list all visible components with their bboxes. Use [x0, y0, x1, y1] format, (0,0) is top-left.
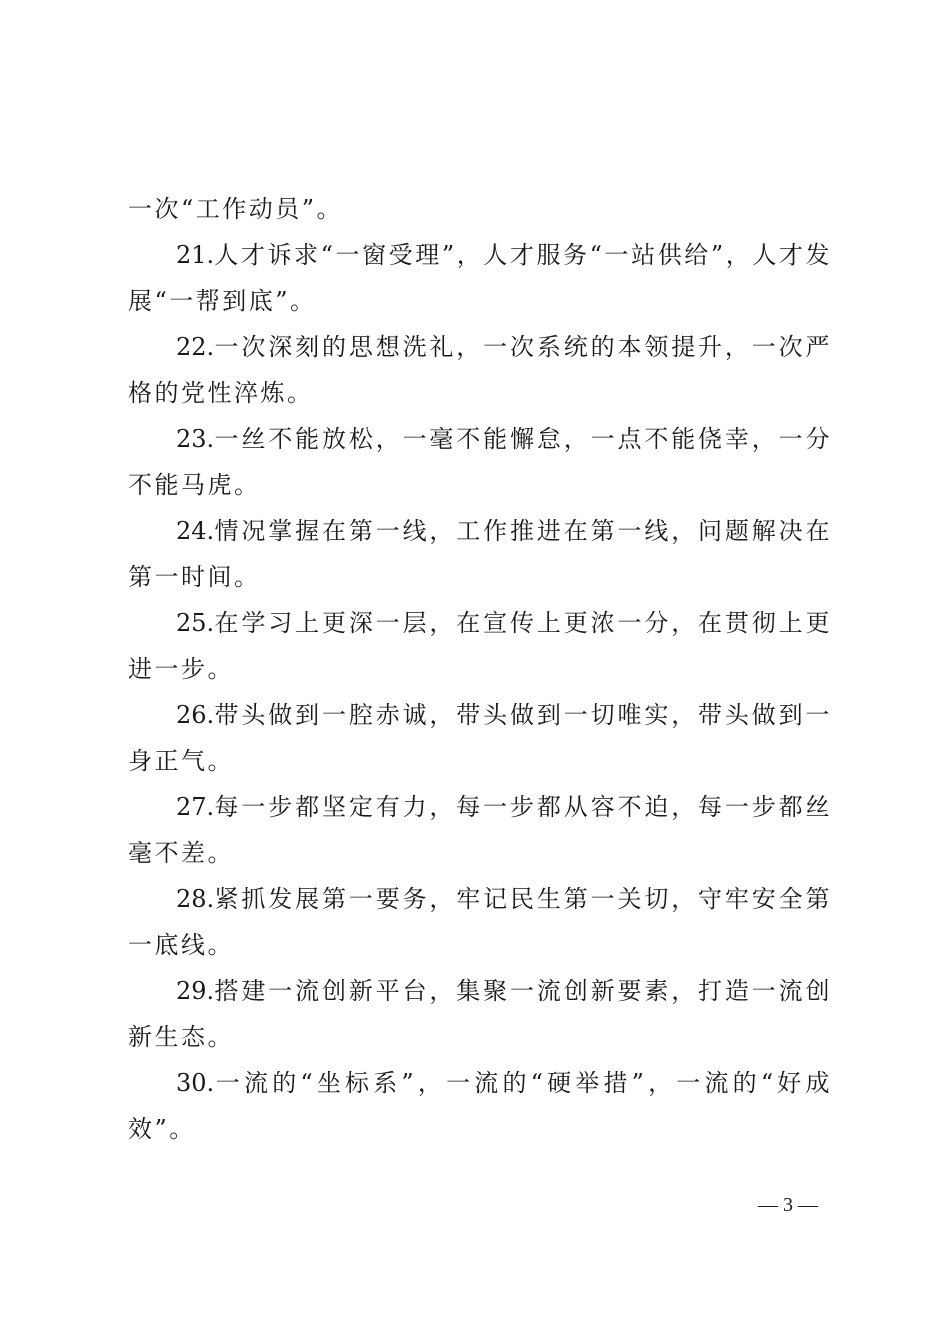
item-number: 21.: [176, 241, 215, 269]
item-number: 26.: [176, 701, 215, 729]
list-item-30: [128, 1060, 832, 1152]
item-text: 每一步都坚定有力，每一步都从容不迫，每一步都丝毫不差。: [128, 793, 832, 867]
item-number: 23.: [176, 425, 215, 453]
item-number: 22.: [176, 333, 215, 361]
item-text: 情况掌握在第一线，工作推进在第一线，问题解决在第一时间。: [128, 517, 832, 591]
item-number: 25.: [176, 609, 215, 637]
item-number: 24.: [176, 517, 215, 545]
list-item-27: [128, 784, 832, 876]
item-text: 一流的“坐标系”，一流的“硬举措”，一流的“好成效”。: [128, 1069, 832, 1143]
list-item-23: [128, 416, 832, 508]
list-item-25: [128, 600, 832, 692]
item-text: 人才诉求“一窗受理”，人才服务“一站供给”，人才发展“一帮到底”。: [128, 241, 832, 315]
item-text: 带头做到一腔赤诚，带头做到一切唯实，带头做到一身正气。: [128, 701, 832, 775]
item-text: 一次深刻的思想洗礼，一次系统的本领提升，一次严格的党性淬炼。: [128, 333, 832, 407]
list-item-21: [128, 232, 832, 324]
item-text: 一丝不能放松，一毫不能懈怠，一点不能侥幸，一分不能马虎。: [128, 425, 832, 499]
item-number: 30.: [176, 1069, 215, 1097]
item-text: 搭建一流创新平台，集聚一流创新要素，打造一流创新生态。: [128, 977, 832, 1051]
list-item-28: [128, 876, 832, 968]
item-text: 紧抓发展第一要务，牢记民生第一关切，守牢安全第一底线。: [128, 885, 832, 959]
item-number: 27.: [176, 793, 215, 821]
list-item-22: [128, 324, 832, 416]
list-item-24: [128, 508, 832, 600]
list-item-26: [128, 692, 832, 784]
page-number: — 3 —: [758, 1194, 818, 1216]
item-number: 28.: [176, 885, 215, 913]
continuation-paragraph: 一次“工作动员”。: [128, 195, 344, 223]
item-number: 29.: [176, 977, 215, 1005]
list-item-29: [128, 968, 832, 1060]
item-text: 在学习上更深一层，在宣传上更浓一分，在贯彻上更进一步。: [128, 609, 832, 683]
document-body: [128, 186, 832, 1152]
